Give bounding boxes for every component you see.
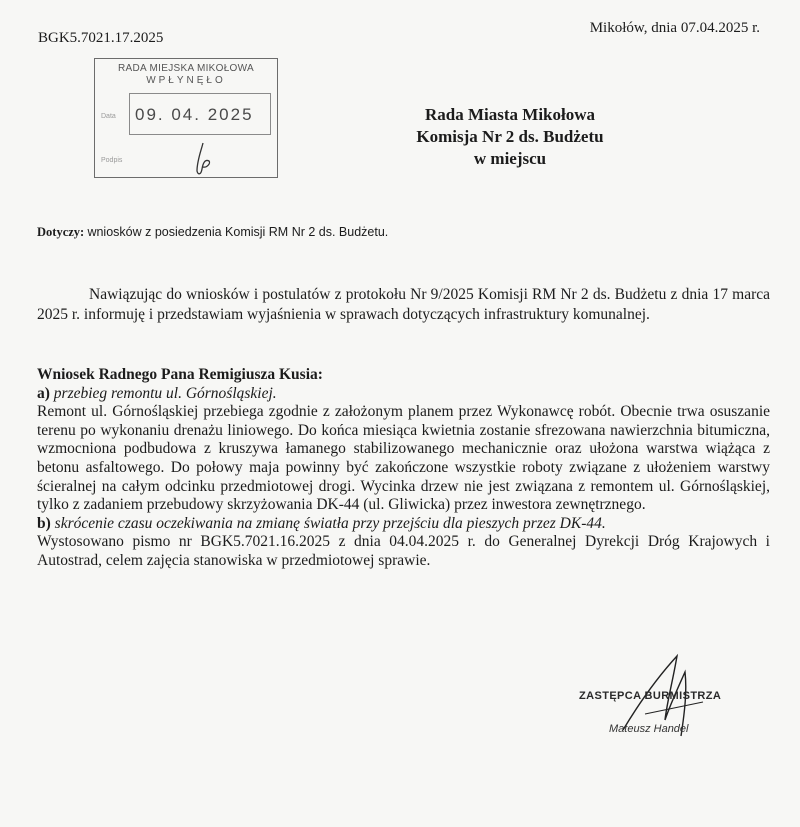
addressee-line3: w miejscu <box>473 149 547 168</box>
stamp-sign-label: Podpis <box>101 157 123 164</box>
signatory-name: Mateusz Handel <box>609 723 689 735</box>
stamp-received-label: WPŁYNĘŁO <box>146 75 226 86</box>
addressee-block <box>390 104 630 170</box>
item-b-body: Wystosowano pismo nr BGK5.7021.16.2025 z dnia 04.04.2025 r. do Generalnej Dyrekcji Dróg Krajowych i Autostrad, celem zajęcia stanowiska w przedmiotowej sprawie. <box>37 533 770 569</box>
item-b-topic-line <box>37 515 770 534</box>
signature-block <box>575 650 775 750</box>
subject-text: wniosków z posiedzenia Komisji RM Nr 2 ds. Budżetu. <box>87 225 389 239</box>
motion-heading: Wniosek Radnego Pana Remigiusza Kusia: <box>37 366 323 383</box>
item-b-topic: skrócenie czasu oczekiwania na zmianę światła przy przejściu dla pieszych przez DK-44. <box>54 514 606 532</box>
item-a-topic: przebieg remontu ul. Górnośląskiej. <box>53 384 277 402</box>
intro-text: Nawiązując do wniosków i postulatów z protokołu Nr 9/2025 Komisji RM Nr 2 ds. Budżetu z dnia 17 marca 2025 r. informuję i przedstawiam wyjaśnienia w sprawach dotyczących infrastruktury komunalnej. <box>37 286 770 323</box>
addressee-line2: Komisja Nr 2 ds. Budżetu <box>416 127 604 146</box>
intro-paragraph <box>37 285 770 324</box>
stamp-institution: RADA MIEJSKA MIKOŁOWA <box>118 63 254 74</box>
stamp-date-label: Data <box>101 113 116 120</box>
signatory-title: ZASTĘPCA BURMISTRZA <box>579 690 722 702</box>
item-a-topic-line <box>37 385 770 404</box>
addressee-line1: Rada Miasta Mikołowa <box>425 105 595 124</box>
reference-number: BGK5.7021.17.2025 <box>38 30 164 46</box>
stamp-initials-signature <box>189 141 219 177</box>
item-a-body: Remont ul. Górnośląskiej przebiega zgodnie z założonym planem przez Wykonawcę robót. Obecnie trwa osuszanie terenu po wykonaniu drenażu liniowego. Do końca miesiąca kwietnia zostanie sfrezowana nawierzchnia bitumiczna, wzmocniona podbudowa z kruszywa łamanego stabilizowanego mechanicznie oraz ułożona warstwa wiążąca z betonu asfaltowego. Do połowy maja powinny być zakończone wszystkie roboty związane z ułożeniem warstwy ścieralnej na całym odcinku przedmiotowej drogi. Wycinka drzew nie jest związana z remontem ul. Górnośląskiej, tylko z zadaniem przebudowy skrzyżowania DK-44 (ul. Gliwicka) przez inwestora zewnętrznego. <box>37 403 770 514</box>
subject-label: Dotyczy: <box>37 225 85 239</box>
motion-section <box>37 366 770 571</box>
item-b-marker: b) <box>37 514 51 532</box>
subject-line <box>37 224 388 240</box>
item-a-marker: a) <box>37 384 50 402</box>
place-and-date: Mikołów, dnia 07.04.2025 r. <box>589 20 760 36</box>
received-stamp <box>94 58 278 178</box>
stamp-date: 09. 04. 2025 <box>135 105 254 124</box>
